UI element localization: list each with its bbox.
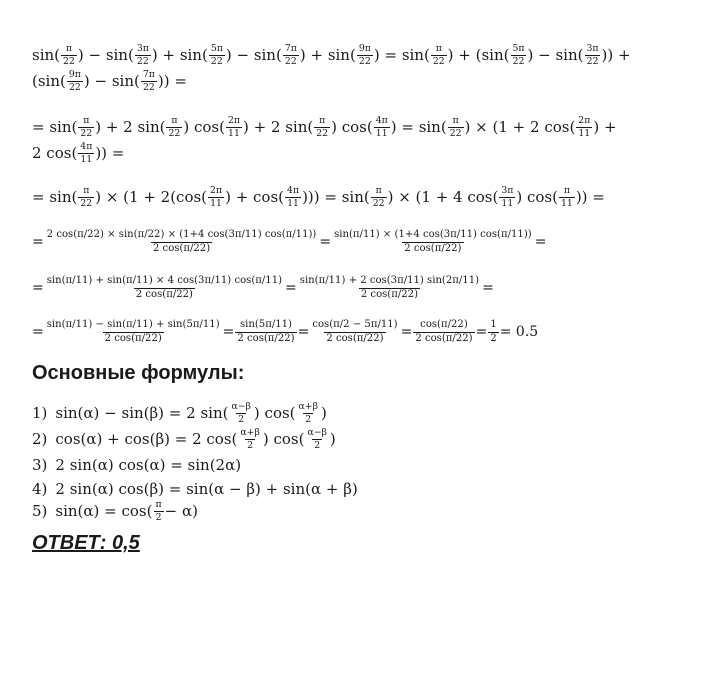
expr-text: =: [400, 324, 413, 341]
expr-text: ) + (sin(: [447, 45, 510, 64]
expr-text: =: [534, 234, 547, 251]
expr-text: =: [32, 234, 44, 251]
fraction: $\frac{\alpha-\beta}{2}$: [231, 401, 251, 425]
solution-line-6: [32, 230, 710, 254]
expr-text: ) +: [593, 117, 617, 136]
formula-number: 5): [32, 502, 48, 521]
expr-text: ) × (1 + 2(cos(: [95, 187, 208, 206]
fraction: $\frac{4\pi}{11}$: [80, 141, 93, 165]
expr-text: = sin(: [32, 117, 78, 136]
fraction: $\frac{9\pi}{22}$: [68, 69, 81, 93]
fraction: $\frac{3\pi}{22}$: [136, 43, 149, 67]
expr-text: ) + 2 sin(: [242, 117, 314, 136]
formula-number: 2): [32, 430, 48, 449]
fraction: $\frac{2\pi}{11}$: [578, 115, 591, 139]
fraction: $\frac{\sin(\pi/11) \times (1+4 \cos(3\pi/11) \cos(\pi/11))}{2 \cos(\pi/22)}$: [334, 229, 532, 254]
solution-line-5: [32, 186, 710, 209]
fraction: $\frac{\pi}{2}$: [155, 499, 162, 523]
fraction: $\frac{\pi}{22}$: [449, 115, 462, 139]
fraction: $\frac{\sin(\pi/11) + 2 \cos(3\pi/11) \sin(2\pi/11)}{2 \cos(\pi/22)}$: [299, 275, 480, 300]
fraction: $\frac{\pi}{22}$: [80, 185, 93, 209]
answer-text: ОТВЕТ: 0,5: [32, 532, 140, 554]
fraction: $\frac{5\pi}{22}$: [210, 43, 223, 67]
expr-text: ) × (1 + 2 cos(: [464, 117, 576, 136]
solution-line-1: [32, 44, 710, 67]
expr-text: sin(α) − sin(β) = 2 sin(: [55, 404, 229, 423]
fraction: $\frac{3\pi}{11}$: [501, 185, 514, 209]
expr-text: ) cos(: [183, 117, 225, 136]
expr-text: sin(α) = cos(: [55, 502, 153, 521]
solution-line-8: [32, 320, 710, 344]
expr-text: ) + cos(: [225, 187, 285, 206]
expr-text: = sin(: [32, 187, 78, 206]
fraction: $\frac{2 \cos(\pi/22) \times \sin(\pi/22) \times (1+4 \cos(3\pi/11) \cos(\pi/11))}{2 \cos(\pi/22)}$: [46, 229, 317, 254]
expr-text: ) cos(: [253, 404, 296, 423]
fraction: $\frac{\pi}{22}$: [372, 185, 385, 209]
expr-text: ): [320, 404, 327, 423]
fraction: $\frac{2\pi}{11}$: [210, 185, 223, 209]
fraction: $\frac{\sin(5\pi/11)}{2 \cos(\pi/22)}$: [237, 319, 295, 344]
fraction: $\frac{\alpha-\beta}{2}$: [307, 427, 327, 451]
expr-text: =: [222, 324, 235, 341]
formula-item-5: [32, 500, 198, 523]
expr-text: ): [329, 430, 336, 449]
formula-number: 3): [32, 456, 48, 474]
expr-text: 2 sin(α) cos(β) = sin(α − β) + sin(α + β): [55, 480, 358, 498]
formulas-heading: Основные формулы:: [32, 362, 245, 384]
solution-line-2: [32, 70, 710, 93]
fraction: $\frac{\alpha+\beta}{2}$: [298, 401, 318, 425]
expr-text: sin(: [32, 45, 61, 64]
expr-text: ) = sin(: [390, 117, 447, 136]
fraction: $\frac{4\pi}{11}$: [375, 115, 388, 139]
fraction: $\frac{\cos(\pi/2 - 5\pi/11)}{2 \cos(\pi/22)}$: [312, 319, 398, 344]
expr-text: )) =: [575, 187, 605, 206]
expr-text: (sin(: [32, 71, 66, 90]
expr-text: ) cos(: [262, 430, 305, 449]
fraction: $\frac{2\pi}{11}$: [227, 115, 240, 139]
expr-text: ) − sin(: [83, 71, 140, 90]
formula-item-3: [32, 456, 241, 474]
fraction: $\frac{9\pi}{22}$: [358, 43, 371, 67]
expr-text: ) × (1 + 4 cos(: [387, 187, 499, 206]
expr-text: =: [32, 324, 44, 341]
fraction: $\frac{\pi}{11}$: [560, 185, 573, 209]
fraction: $\frac{3\pi}{22}$: [586, 43, 599, 67]
solution-line-3: [32, 116, 710, 139]
expr-text: =: [475, 324, 488, 341]
fraction: $\frac{\alpha+\beta}{2}$: [240, 427, 260, 451]
expr-text: =: [319, 234, 332, 251]
formula-item-2: [32, 428, 336, 451]
expr-text: )) +: [601, 45, 631, 64]
expr-text: ) − sin(: [225, 45, 282, 64]
expr-text: ) + sin(: [151, 45, 208, 64]
expr-text: =: [285, 280, 297, 297]
expr-text: ) + 2 sin(: [95, 117, 166, 136]
expr-text: ) = sin(: [373, 45, 430, 64]
expr-text: )) =: [95, 143, 125, 162]
formula-item-1: [32, 402, 327, 425]
fraction: $\frac{\pi}{22}$: [432, 43, 445, 67]
solution-line-7: [32, 276, 710, 300]
expr-text: cos(α) + cos(β) = 2 cos(: [55, 430, 238, 449]
fraction: $\frac{7\pi}{22}$: [284, 43, 297, 67]
expr-text: 2 sin(α) cos(α) = sin(2α): [55, 456, 242, 474]
expr-text: − α): [164, 502, 198, 521]
fraction: $\frac{7\pi}{22}$: [142, 69, 155, 93]
fraction: $\frac{\cos(\pi/22)}{2 \cos(\pi/22)}$: [415, 319, 473, 344]
fraction: $\frac{\sin(\pi/11) - \sin(\pi/11) + \sin(5\pi/11)}{2 \cos(\pi/22)}$: [46, 319, 220, 344]
expr-text: 2 cos(: [32, 143, 78, 162]
fraction: $\frac{\pi}{22}$: [80, 115, 93, 139]
fraction: $\frac{1}{2}$: [490, 319, 497, 344]
expr-text: ) cos(: [331, 117, 373, 136]
fraction: $\frac{\pi}{22}$: [316, 115, 329, 139]
formula-number: 1): [32, 404, 48, 423]
formula-number: 4): [32, 480, 48, 498]
expr-text: ) − sin(: [77, 45, 134, 64]
fraction: $\frac{\pi}{22}$: [168, 115, 181, 139]
expr-text: )) =: [157, 71, 187, 90]
expr-text: =: [297, 324, 310, 341]
fraction: $\frac{\pi}{22}$: [63, 43, 75, 67]
solution-line-4: [32, 142, 710, 165]
fraction: $\frac{5\pi}{22}$: [512, 43, 525, 67]
expr-text: ) + sin(: [299, 45, 356, 64]
expr-text: ) cos(: [516, 187, 558, 206]
expr-text: = 0.5: [499, 324, 539, 341]
expr-text: =: [32, 280, 44, 297]
expr-text: ))) = sin(: [302, 187, 370, 206]
fraction: $\frac{\sin(\pi/11) + \sin(\pi/11) \times 4 \cos(3\pi/11) \cos(\pi/11)}{2 \cos(\pi/22)}$: [46, 275, 283, 300]
fraction: $\frac{4\pi}{11}$: [287, 185, 300, 209]
formula-item-4: [32, 480, 358, 498]
expr-text: =: [482, 280, 494, 297]
expr-text: ) − sin(: [527, 45, 584, 64]
